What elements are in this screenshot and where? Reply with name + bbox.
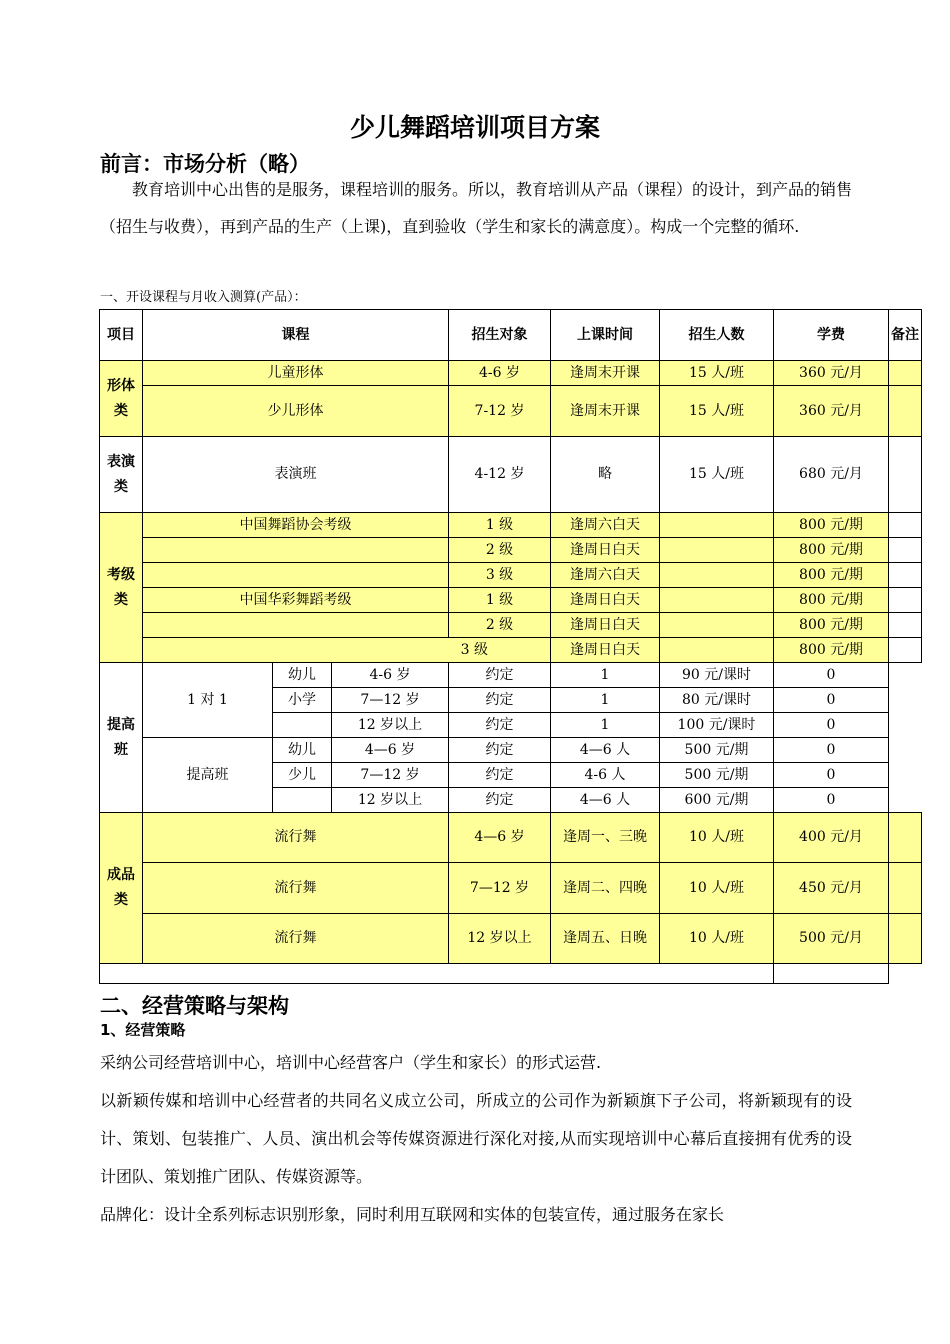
count-cell <box>660 613 774 638</box>
category-biaoyan: 表演类 <box>100 437 143 513</box>
time-cell: 约定 <box>449 788 551 813</box>
count-cell: 15 人/班 <box>660 386 774 437</box>
category-kaoji: 考级类 <box>100 513 143 663</box>
target-cell: 2 级 <box>449 613 551 638</box>
section2-line: 采纳公司经营培训中心，培训中心经营客户（学生和家长）的形式运营. <box>100 1053 602 1072</box>
header-note: 备注 <box>889 310 922 361</box>
target-cell: 2 级 <box>449 538 551 563</box>
count-cell: 15 人/班 <box>660 361 774 386</box>
category-chengpin: 成品类 <box>100 813 143 964</box>
sub-cell: 幼儿 <box>273 738 332 763</box>
target-cell: 4—6 岁 <box>449 813 551 863</box>
table-row <box>100 386 922 437</box>
target-cell: 12 岁以上 <box>449 914 551 964</box>
table-header-row <box>100 310 922 361</box>
fee-cell: 800 元/期 <box>774 613 889 638</box>
empty-note-cell <box>774 964 889 984</box>
table-row <box>100 613 922 638</box>
table-row <box>100 738 922 763</box>
preface-paragraph: 教育培训中心出售的是服务，课程培训的服务。所以，教育培训从产品（课程）的设计，到产品的销售（招生与收费），再到产品的生产（上课)，直到验收（学生和家长的满意度）。构成一个完整的循环. <box>100 180 853 236</box>
count-cell <box>660 563 774 588</box>
course-cell <box>143 538 449 563</box>
note-cell <box>889 613 922 638</box>
fee-cell: 680 元/月 <box>774 437 889 513</box>
category-tigao: 提高班 <box>100 663 143 813</box>
course-cell <box>143 613 449 638</box>
target-cell: 3 级 <box>449 563 551 588</box>
time-cell: 约定 <box>449 713 551 738</box>
sub-cell <box>273 713 332 738</box>
target-cell: 12 岁以上 <box>332 713 449 738</box>
fee-cell: 500 元/期 <box>660 738 774 763</box>
group-one-on-one: 1 对 1 <box>143 663 273 738</box>
fee-cell: 800 元/期 <box>774 513 889 538</box>
target-cell: 4-6 岁 <box>332 663 449 688</box>
target-cell: 4-12 岁 <box>449 437 551 513</box>
target-cell: 3 级 <box>143 638 551 663</box>
table-row <box>100 588 922 613</box>
fee-cell: 800 元/期 <box>774 563 889 588</box>
table-row <box>100 563 922 588</box>
course-cell: 流行舞 <box>143 813 449 863</box>
target-cell: 4-6 岁 <box>449 361 551 386</box>
count-cell: 1 <box>551 663 660 688</box>
note-cell: 0 <box>774 688 889 713</box>
course-cell <box>143 563 449 588</box>
note-cell <box>889 863 922 914</box>
fee-cell: 100 元/课时 <box>660 713 774 738</box>
note-cell <box>889 588 922 613</box>
time-cell: 逢周五、日晚 <box>551 914 660 964</box>
fee-cell: 360 元/月 <box>774 361 889 386</box>
target-cell: 7—12 岁 <box>449 863 551 914</box>
target-cell: 7-12 岁 <box>449 386 551 437</box>
target-cell: 1 级 <box>449 588 551 613</box>
section2-line: 品牌化：设计全系列标志识别形象，同时利用互联网和实体的包装宣传，通过服务在家长 <box>100 1205 725 1224</box>
time-cell: 逢周日白天 <box>551 588 660 613</box>
time-cell: 逢周六白天 <box>551 563 660 588</box>
note-cell <box>889 813 922 863</box>
count-cell: 4-6 人 <box>551 763 660 788</box>
table-row <box>100 437 922 513</box>
count-cell: 4—6 人 <box>551 738 660 763</box>
time-cell: 逢周日白天 <box>551 638 660 663</box>
fee-cell: 80 元/课时 <box>660 688 774 713</box>
target-cell: 1 级 <box>449 513 551 538</box>
count-cell: 1 <box>551 713 660 738</box>
target-cell: 7—12 岁 <box>332 763 449 788</box>
header-target: 招生对象 <box>449 310 551 361</box>
note-cell <box>889 563 922 588</box>
course-cell: 流行舞 <box>143 914 449 964</box>
sub-cell: 小学 <box>273 688 332 713</box>
header-time: 上课时间 <box>551 310 660 361</box>
note-cell: 0 <box>774 763 889 788</box>
note-cell: 0 <box>774 663 889 688</box>
note-cell <box>889 538 922 563</box>
header-count: 招生人数 <box>660 310 774 361</box>
target-cell: 4—6 岁 <box>332 738 449 763</box>
target-cell: 12 岁以上 <box>332 788 449 813</box>
time-cell: 逢周末开课 <box>551 386 660 437</box>
count-cell: 4—6 人 <box>551 788 660 813</box>
table-row <box>100 361 922 386</box>
fee-cell: 400 元/月 <box>774 813 889 863</box>
note-cell <box>889 386 922 437</box>
time-cell: 略 <box>551 437 660 513</box>
course-cell: 儿童形体 <box>143 361 449 386</box>
note-cell <box>889 513 922 538</box>
time-cell: 约定 <box>449 663 551 688</box>
time-cell: 约定 <box>449 688 551 713</box>
empty-cell <box>100 964 774 984</box>
time-cell: 约定 <box>449 738 551 763</box>
time-cell: 逢周六白天 <box>551 513 660 538</box>
course-cell: 少儿形体 <box>143 386 449 437</box>
time-cell: 逢周一、三晚 <box>551 813 660 863</box>
table-row <box>100 663 922 688</box>
note-cell: 0 <box>774 788 889 813</box>
section2-line: 以新颖传媒和培训中心经营者的共同名义成立公司，所成立的公司作为新颖旗下子公司，将新颖现有的设计、策划、包装推广、人员、演出机会等传媒资源进行深化对接,从而实现培训中心幕后直接拥有优秀的设计团队、策划推广团队、传媒资源等。 <box>100 1091 852 1186</box>
note-cell <box>889 914 922 964</box>
table-row <box>100 813 922 863</box>
count-cell <box>660 513 774 538</box>
header-course: 课程 <box>143 310 449 361</box>
course-cell: 中国华彩舞蹈考级 <box>143 588 449 613</box>
table-row <box>100 863 922 914</box>
course-cell: 流行舞 <box>143 863 449 914</box>
note-cell <box>889 361 922 386</box>
time-cell: 逢周日白天 <box>551 538 660 563</box>
count-cell: 10 人/班 <box>660 813 774 863</box>
fee-cell: 500 元/期 <box>660 763 774 788</box>
header-fee: 学费 <box>774 310 889 361</box>
fee-cell: 90 元/课时 <box>660 663 774 688</box>
time-cell: 逢周日白天 <box>551 613 660 638</box>
note-cell: 0 <box>774 738 889 763</box>
table-row <box>100 638 922 663</box>
sub-cell: 幼儿 <box>273 663 332 688</box>
count-cell <box>660 538 774 563</box>
table-row <box>100 513 922 538</box>
table-caption: 一、开设课程与月收入测算(产品）： <box>100 290 307 305</box>
fee-cell: 800 元/期 <box>774 538 889 563</box>
fee-cell: 500 元/月 <box>774 914 889 964</box>
preface-heading: 前言：市场分析（略） <box>100 152 310 176</box>
count-cell <box>660 588 774 613</box>
header-item: 项目 <box>100 310 143 361</box>
count-cell: 15 人/班 <box>660 437 774 513</box>
time-cell: 逢周末开课 <box>551 361 660 386</box>
section2-heading: 二、经营策略与架构 <box>100 994 289 1018</box>
note-cell: 0 <box>774 713 889 738</box>
count-cell: 10 人/班 <box>660 914 774 964</box>
course-income-table <box>99 309 922 984</box>
count-cell: 1 <box>551 688 660 713</box>
table-row <box>100 538 922 563</box>
time-cell: 约定 <box>449 763 551 788</box>
fee-cell: 800 元/期 <box>774 638 889 663</box>
fee-cell: 600 元/期 <box>660 788 774 813</box>
note-cell <box>889 638 922 663</box>
fee-cell: 450 元/月 <box>774 863 889 914</box>
section2-body <box>100 1044 852 1234</box>
time-cell: 逢周二、四晚 <box>551 863 660 914</box>
table-row <box>100 914 922 964</box>
sub-cell: 少儿 <box>273 763 332 788</box>
course-cell: 中国舞蹈协会考级 <box>143 513 449 538</box>
note-cell <box>889 437 922 513</box>
target-cell: 7—12 岁 <box>332 688 449 713</box>
course-cell: 表演班 <box>143 437 449 513</box>
fee-cell: 800 元/期 <box>774 588 889 613</box>
table-row-empty <box>100 964 922 984</box>
count-cell: 10 人/班 <box>660 863 774 914</box>
sub-cell <box>273 788 332 813</box>
section2-subheading: 1、经营策略 <box>100 1021 186 1039</box>
group-advanced: 提高班 <box>143 738 273 813</box>
category-xingti: 形体类 <box>100 361 143 437</box>
count-cell <box>660 638 774 663</box>
page-title: 少儿舞蹈培训项目方案 <box>349 113 600 142</box>
fee-cell: 360 元/月 <box>774 386 889 437</box>
